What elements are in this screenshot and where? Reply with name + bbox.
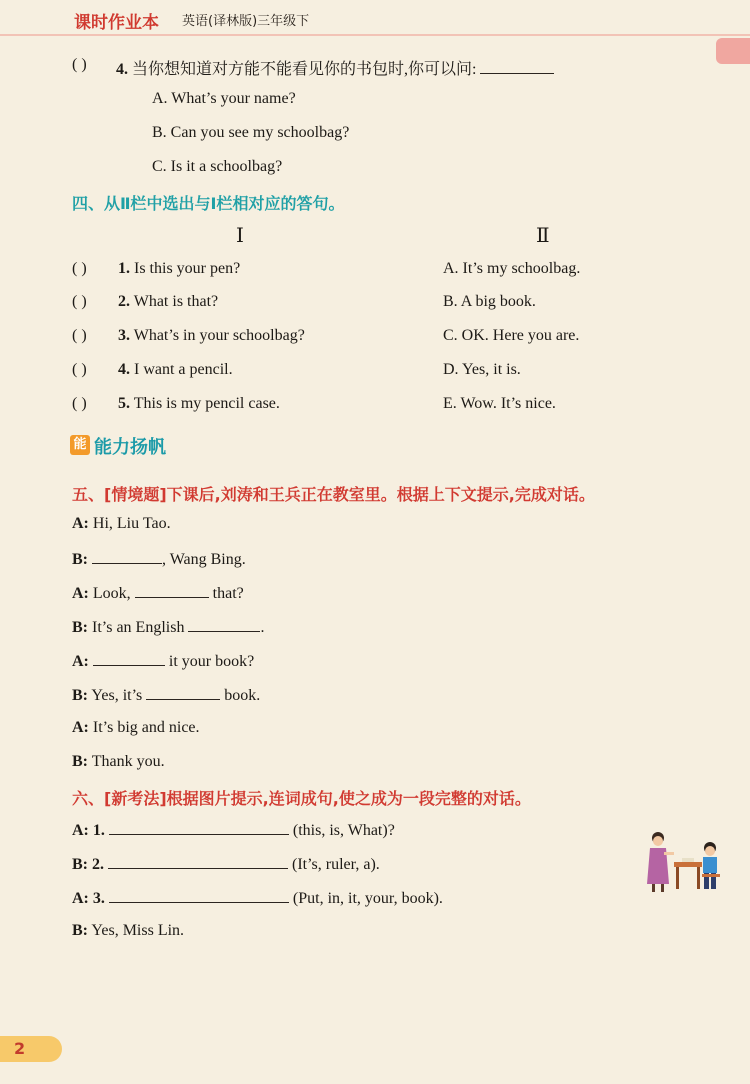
dialogue-line: B: It’s an English . bbox=[72, 619, 265, 636]
matching-answer: C. OK. Here you are. bbox=[443, 327, 580, 344]
situation-tag: [情境题] bbox=[104, 485, 167, 504]
header-divider bbox=[0, 34, 750, 36]
answer-blank bbox=[480, 59, 554, 74]
answer-blank bbox=[92, 549, 162, 564]
sentence-line: A: 1. (this, is, What)? bbox=[72, 822, 395, 839]
question-text: 当你想知道对方能不能看见你的书包时,你可以问: bbox=[132, 61, 477, 78]
answer-bracket: ( ) bbox=[72, 260, 87, 277]
answer-bracket: ( ) bbox=[72, 56, 87, 73]
edge-tab bbox=[716, 38, 750, 64]
matching-question: 1. Is this your pen? bbox=[118, 260, 241, 277]
dialogue-line: A: Look, that? bbox=[72, 585, 244, 602]
option-b: B. Can you see my schoolbag? bbox=[152, 124, 350, 141]
answer-blank bbox=[93, 651, 165, 666]
answer-blank bbox=[109, 820, 289, 835]
option-c: C. Is it a schoolbag? bbox=[152, 158, 283, 175]
dialogue-line: B: Thank you. bbox=[72, 753, 165, 770]
ability-icon: 能 bbox=[70, 435, 90, 455]
column-2-heading: Ⅱ bbox=[536, 223, 550, 247]
question-number: 4. bbox=[116, 61, 128, 78]
page-number: 2 bbox=[14, 1039, 26, 1058]
matching-question: 2. What is that? bbox=[118, 293, 219, 310]
book-subtitle: 英语(译林版)三年级下 bbox=[182, 14, 310, 29]
matching-question: 3. What’s in your schoolbag? bbox=[118, 327, 305, 344]
dialogue-line: A: it your book? bbox=[72, 653, 255, 670]
question-4-stem bbox=[116, 56, 554, 79]
answer-blank bbox=[146, 685, 220, 700]
matching-answer: B. A big book. bbox=[443, 293, 536, 310]
dialogue-line: B: Yes, it’s book. bbox=[72, 687, 261, 704]
matching-answer: A. It’s my schoolbag. bbox=[443, 260, 581, 277]
sentence-line: B: Yes, Miss Lin. bbox=[72, 922, 185, 939]
option-a: A. What’s your name? bbox=[152, 90, 296, 107]
classroom-illustration bbox=[640, 828, 722, 896]
answer-bracket: ( ) bbox=[72, 327, 87, 344]
dialogue-line: A: It’s big and nice. bbox=[72, 719, 200, 736]
answer-bracket: ( ) bbox=[72, 361, 87, 378]
matching-answer: D. Yes, it is. bbox=[443, 361, 521, 378]
sentence-line: B: 2. (It’s, ruler, a). bbox=[72, 856, 380, 873]
section-4-title: 四、从Ⅱ栏中选出与Ⅰ栏相对应的答句。 bbox=[72, 194, 345, 213]
section-5-title: 五、[情境题]下课后,刘涛和王兵正在教室里。根据上下文提示,完成对话。 bbox=[72, 485, 595, 504]
matching-question: 4. I want a pencil. bbox=[118, 361, 233, 378]
page-header bbox=[0, 0, 750, 36]
page-number-badge bbox=[0, 1036, 62, 1062]
answer-blank bbox=[135, 583, 209, 598]
dialogue-line: B: , Wang Bing. bbox=[72, 551, 246, 568]
answer-blank bbox=[108, 854, 288, 869]
answer-blank bbox=[109, 888, 289, 903]
matching-answer: E. Wow. It’s nice. bbox=[443, 395, 556, 412]
matching-question: 5. This is my pencil case. bbox=[118, 395, 280, 412]
ability-title: 能力扬帆 bbox=[94, 437, 166, 458]
new-method-tag: [新考法] bbox=[104, 789, 167, 808]
brand-title: 课时作业本 bbox=[74, 13, 159, 33]
sentence-line: A: 3. (Put, in, it, your, book). bbox=[72, 890, 443, 907]
answer-bracket: ( ) bbox=[72, 293, 87, 310]
column-1-heading: Ⅰ bbox=[236, 223, 244, 247]
answer-bracket: ( ) bbox=[72, 395, 87, 412]
dialogue-line: A: Hi, Liu Tao. bbox=[72, 515, 171, 532]
answer-blank bbox=[188, 617, 260, 632]
section-6-title: 六、[新考法]根据图片提示,连词成句,使之成为一段完整的对话。 bbox=[72, 789, 531, 808]
